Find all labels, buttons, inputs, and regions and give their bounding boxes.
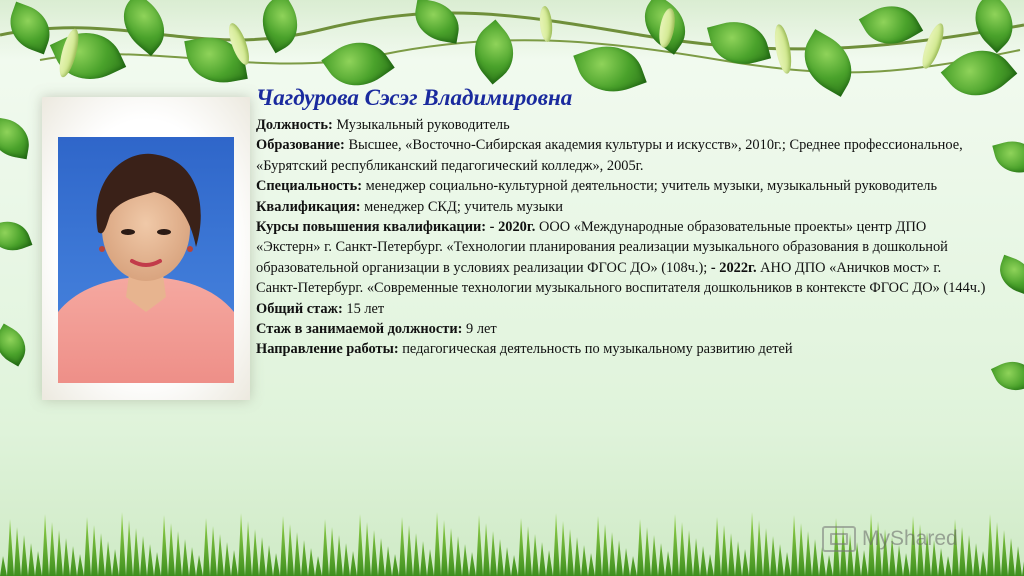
courses-year-2: - 2022г.	[707, 259, 757, 276]
field-value: педагогическая деятельность по музыкальному развитию детей	[398, 341, 793, 358]
courses-text-2: АНО ДПО «Аничков мост» г. Санкт-Петербург. «Современные технологии музыкального воспитателя дошкольников в контексте ФГОС ДО» (144ч.)	[256, 259, 986, 297]
presentation-icon	[822, 526, 856, 552]
field-courses	[256, 217, 986, 299]
field-value: Высшее, «Восточно-Сибирская академия культуры и искусств», 2010г.; Среднее профессиональное, «Бурятский республиканский педагогический колледж», 2005г.	[256, 137, 963, 174]
courses-label: Курсы повышения квалификации:	[256, 219, 487, 236]
field-work-direction	[256, 339, 986, 359]
courses-year-1: - 2020г.	[486, 219, 536, 236]
field-value: 15 лет	[342, 300, 385, 317]
field-value: 9 лет	[462, 321, 497, 338]
field-specialty	[256, 176, 986, 196]
leaf-icon	[0, 215, 32, 257]
field-label: Направление работы:	[256, 341, 399, 358]
field-label: Квалификация:	[256, 198, 361, 215]
field-label: Образование:	[256, 137, 345, 154]
field-label: Общий стаж:	[256, 300, 343, 317]
profile-content	[256, 84, 986, 360]
leaf-icon	[0, 324, 33, 367]
field-value: Музыкальный руководитель	[332, 117, 510, 133]
courses-text-1: ООО «Международные образовательные проекты» центр ДПО «Экстерн» г. Санкт-Петербург. «Технологии планирования реализации музыкального образования в дошкольной образовательной организации в условиях реализации ФГОС ДО» (108ч.);	[256, 219, 948, 276]
leaf-icon	[994, 255, 1024, 296]
field-education	[256, 135, 986, 176]
field-value: менеджер СКД; учитель музыки	[360, 198, 563, 215]
leaf-icon	[991, 354, 1024, 398]
field-qualification	[256, 197, 986, 217]
portrait-photo	[58, 137, 234, 383]
leaf-icon	[0, 117, 33, 159]
field-value: менеджер социально-культурной деятельности; учитель музыки, музыкальный руководитель	[362, 178, 938, 195]
watermark	[822, 526, 992, 552]
person-name: Чагдурова Сэсэг Владимировна	[256, 85, 573, 110]
field-total-experience	[256, 299, 986, 319]
leaf-icon	[992, 135, 1024, 178]
field-position	[256, 115, 986, 135]
field-label: Должность:	[256, 117, 333, 133]
watermark-text: MyShared	[862, 527, 958, 550]
field-position-experience	[256, 319, 986, 339]
field-label: Специальность:	[256, 178, 363, 195]
field-label: Стаж в занимаемой должности:	[256, 321, 463, 338]
